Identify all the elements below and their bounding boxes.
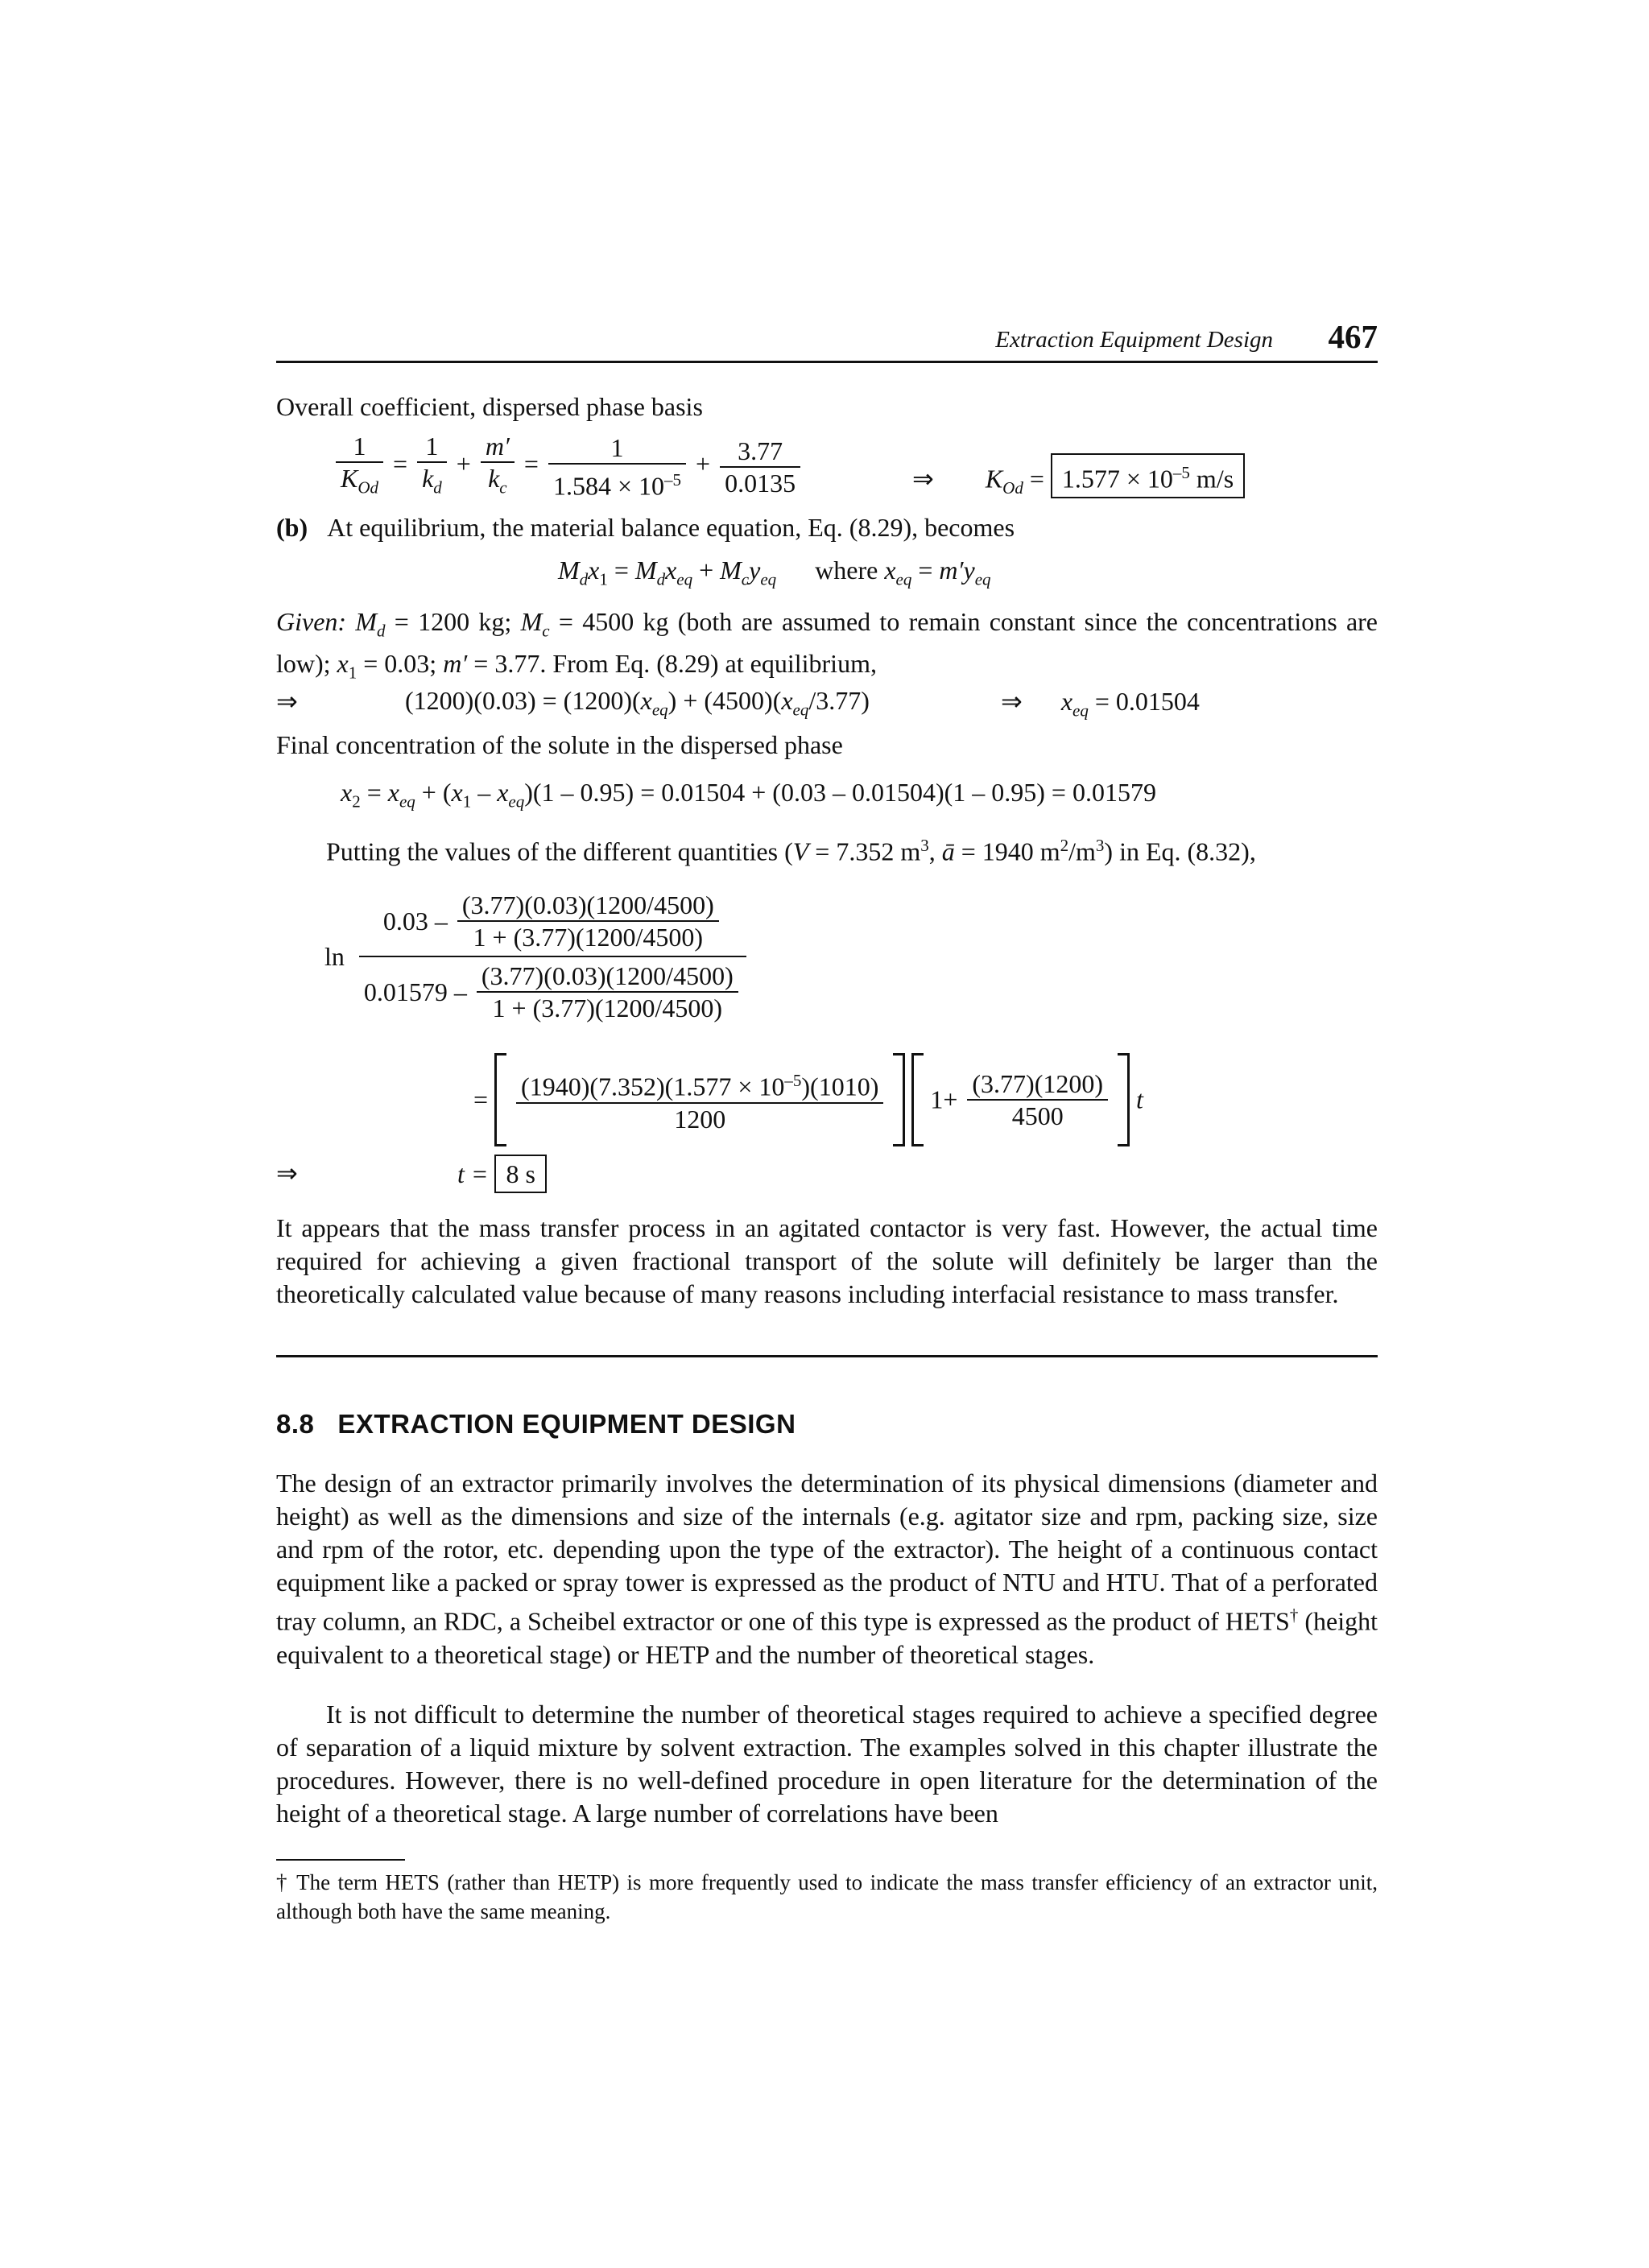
- footnote-rule: [276, 1859, 405, 1861]
- equation-xeq-result: ⇒ $x_{eq} = 0.01504$: [1001, 687, 1200, 721]
- section-heading: 8.8 EXTRACTION EQUIPMENT DESIGN: [276, 1409, 796, 1439]
- paragraph-stages: It is not difficult to determine the number of theoretical stages required to achieve a specified degree of separation of a liquid mixture by solvent extraction. The examples solved in this chapter illustrate the procedures. However, there is no well-defined procedure in open literature for the determination of the height of a theoretical stage. A large number of correlations have been: [276, 1700, 1378, 1828]
- putting-values-line: Putting the values of the different quantities (V = 7.352 $m^3$, ā = 1940 $m^2/m^3$) in Eq. (8.32),: [326, 836, 1256, 866]
- equation-t-result: t = 8 s: [457, 1155, 547, 1193]
- page-number: 467: [1328, 318, 1378, 355]
- equation-rate-term: = $\frac{(1940)(7.352)(1.577 \times 10^{-5})(1010)}{1200}$ 1+ $\frac{(3.77)(1200)}{4500}$ t: [473, 1053, 1143, 1146]
- running-header: [276, 318, 1378, 363]
- equation-x2: $x_2 = x_{eq} + (x_1 - x_{eq})(1 - 0.95) = 0.01504 + (0.03 - 0.01504)(1 - 0.95) = 0.01579$: [341, 778, 1156, 812]
- equation-material-balance: $M_dx_1 = M_dx_{eq} + M_cy_{eq}$ where $x_{eq} = m'y_{eq}$: [558, 556, 991, 589]
- section-rule: [276, 1355, 1378, 1357]
- equation-ln-ratio: ln 0.03 – $\frac{(3.77)(0.03)(1200/4500)}{1 + (3.77)(1200/4500)}$ 0.01579 – $\frac{(3.77)(0.03)(1200/4500)}{1 + (3.77)(1200/4500)}$: [324, 890, 750, 1023]
- footnote: † The term HETS (rather than HETP) is more frequently used to indicate the mass transfer efficiency of an extractor unit, although both have the same meaning.: [276, 1870, 1378, 1923]
- implies-arrow-t: ⇒: [276, 1159, 298, 1188]
- implies-arrow: ⇒: [276, 687, 298, 716]
- paragraph-conclusion: It appears that the mass transfer process in an agitated contactor is very fast. However, the actual time required for achieving a given fractional transport of the solute will definitely be larger than the theoretically calculated value because of many reasons including interfacial resistance to mass transfer.: [276, 1213, 1378, 1308]
- final-concentration-line: Final concentration of the solute in the dispersed phase: [276, 730, 843, 759]
- intro-line: Overall coefficient, dispersed phase basis: [276, 392, 703, 421]
- running-title: Extraction Equipment Design: [995, 327, 1273, 353]
- given-paragraph: Given: $M_d = 1200$ kg; $M_c = 4500$ kg (both are assumed to remain constant since the concentrations are low); $x_1 = 0.03$; m′ = 3.77. From Eq. (8.29) at equilibrium,: [276, 607, 1378, 683]
- equation-result-kod: ⇒ $K_{Od} = 1.577 \times 10^{-5}$ m/s: [912, 453, 1245, 498]
- equation-xeq-solve: $(1200)(0.03) = (1200)(x_{eq}) + (4500)(x_{eq}/3.77)$: [405, 686, 870, 720]
- paragraph-design: The design of an extractor primarily involves the determination of its physical dimensions (diameter and height) as well as the dimensions and size of the internals (e.g. agitator size and rpm, packing size, size and rpm of the rotor, etc. depending upon the type of the extractor). The height of a continuous contact equipment like a packed or spray tower is expressed as the product of NTU and HTU. That of a perforated tray column, an RDC, a Scheibel extractor or one of this type is expressed as the product of HETS† (height equivalent to a theoretical stage) or HETP and the number of theoretical stages.: [276, 1469, 1378, 1669]
- equation-overall-coefficient: $\frac{1}{K_{Od}}$ = $\frac{1}{k_d}$ + $\frac{m'}{k_c}$ = $\frac{1}{1.584 \times 10^{-5}}$ + $\frac{3.77}{0.0135}$: [333, 431, 804, 502]
- part-b-line: (b) At equilibrium, the material balance equation, Eq. (8.29), becomes: [276, 513, 1015, 542]
